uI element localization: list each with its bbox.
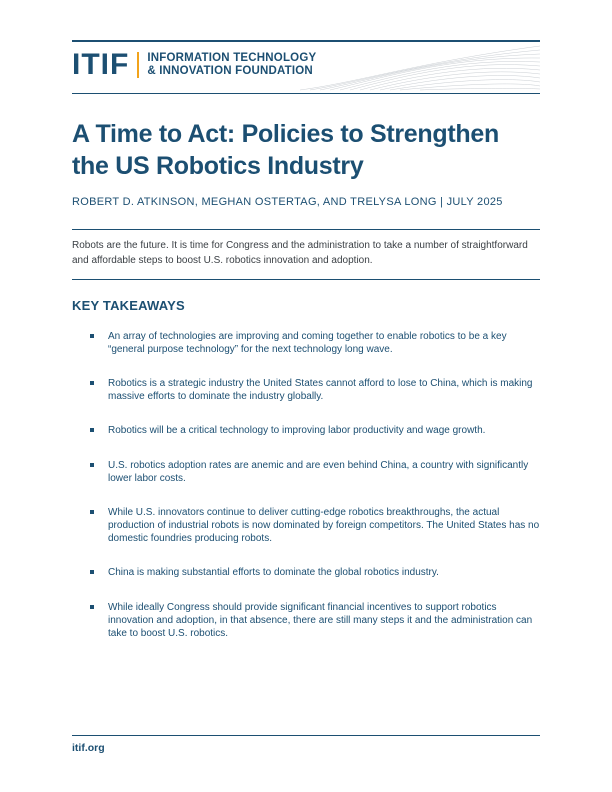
bullet-icon xyxy=(90,570,94,574)
takeaway-text: China is making substantial efforts to dominate the global robotics industry. xyxy=(108,567,439,578)
byline: ROBERT D. ATKINSON, MEGHAN OSTERTAG, AND TRELYSA LONG | JULY 2025 xyxy=(72,196,503,208)
org-name-line2: & INNOVATION FOUNDATION xyxy=(147,65,313,77)
intro-summary: Robots are the future. It is time for Congress and the administration to take a number of straightforward and affordable steps to boost U.S. robotics innovation and adoption. xyxy=(72,240,528,266)
takeaway-item xyxy=(90,330,542,356)
bullet-icon xyxy=(90,381,94,385)
takeaway-item xyxy=(90,566,542,579)
takeaway-item xyxy=(90,601,542,640)
logo-org-name xyxy=(147,52,316,78)
key-takeaways-list xyxy=(90,330,542,640)
takeaway-item xyxy=(90,506,542,545)
takeaway-text: Robotics is a strategic industry the United States cannot afford to lose to China, which is making massive efforts to dominate the industry globally. xyxy=(108,378,533,402)
intro-bottom-rule xyxy=(72,279,540,280)
takeaway-text: While ideally Congress should provide significant financial incentives to support robotics innovation and adoption, in that absence, there are still many steps it and the administration can take to boost U.S. robotics. xyxy=(108,602,533,639)
bullet-icon xyxy=(90,463,94,467)
bullet-icon xyxy=(90,334,94,338)
bullet-icon xyxy=(90,605,94,609)
takeaway-text: While U.S. innovators continue to deliver cutting-edge robotics breakthroughs, the actual production of industrial robots is now dominated by foreign competitors. The United States has no domestic foundries producing robots. xyxy=(108,507,540,544)
takeaway-text: Robotics will be a critical technology to improving labor productivity and wage growth. xyxy=(108,425,486,436)
bullet-icon xyxy=(90,510,94,514)
header-bottom-rule xyxy=(72,93,540,94)
footer-url[interactable]: itif.org xyxy=(72,742,105,754)
bullet-icon xyxy=(90,428,94,432)
itif-logo xyxy=(72,50,316,80)
takeaway-text: An array of technologies are improving and coming together to enable robotics to be a key “general purpose technology” for the next technology long wave. xyxy=(108,331,507,355)
logo-divider xyxy=(137,52,139,78)
takeaway-item xyxy=(90,424,542,437)
report-title xyxy=(72,118,542,182)
footer-rule xyxy=(72,735,540,736)
report-title-line2: the US Robotics Industry xyxy=(72,152,364,180)
report-title-line1: A Time to Act: Policies to Strengthen xyxy=(72,120,499,148)
intro-top-rule xyxy=(72,229,540,230)
key-takeaways-heading: KEY TAKEAWAYS xyxy=(72,298,185,313)
decorative-wave-lines xyxy=(300,42,540,92)
takeaway-item xyxy=(90,377,542,403)
takeaway-item xyxy=(90,459,542,485)
org-name-line1: INFORMATION TECHNOLOGY xyxy=(147,52,317,64)
takeaway-text: U.S. robotics adoption rates are anemic and are even behind China, a country with significantly lower labor costs. xyxy=(108,460,529,484)
logo-mark: ITIF xyxy=(72,48,130,81)
